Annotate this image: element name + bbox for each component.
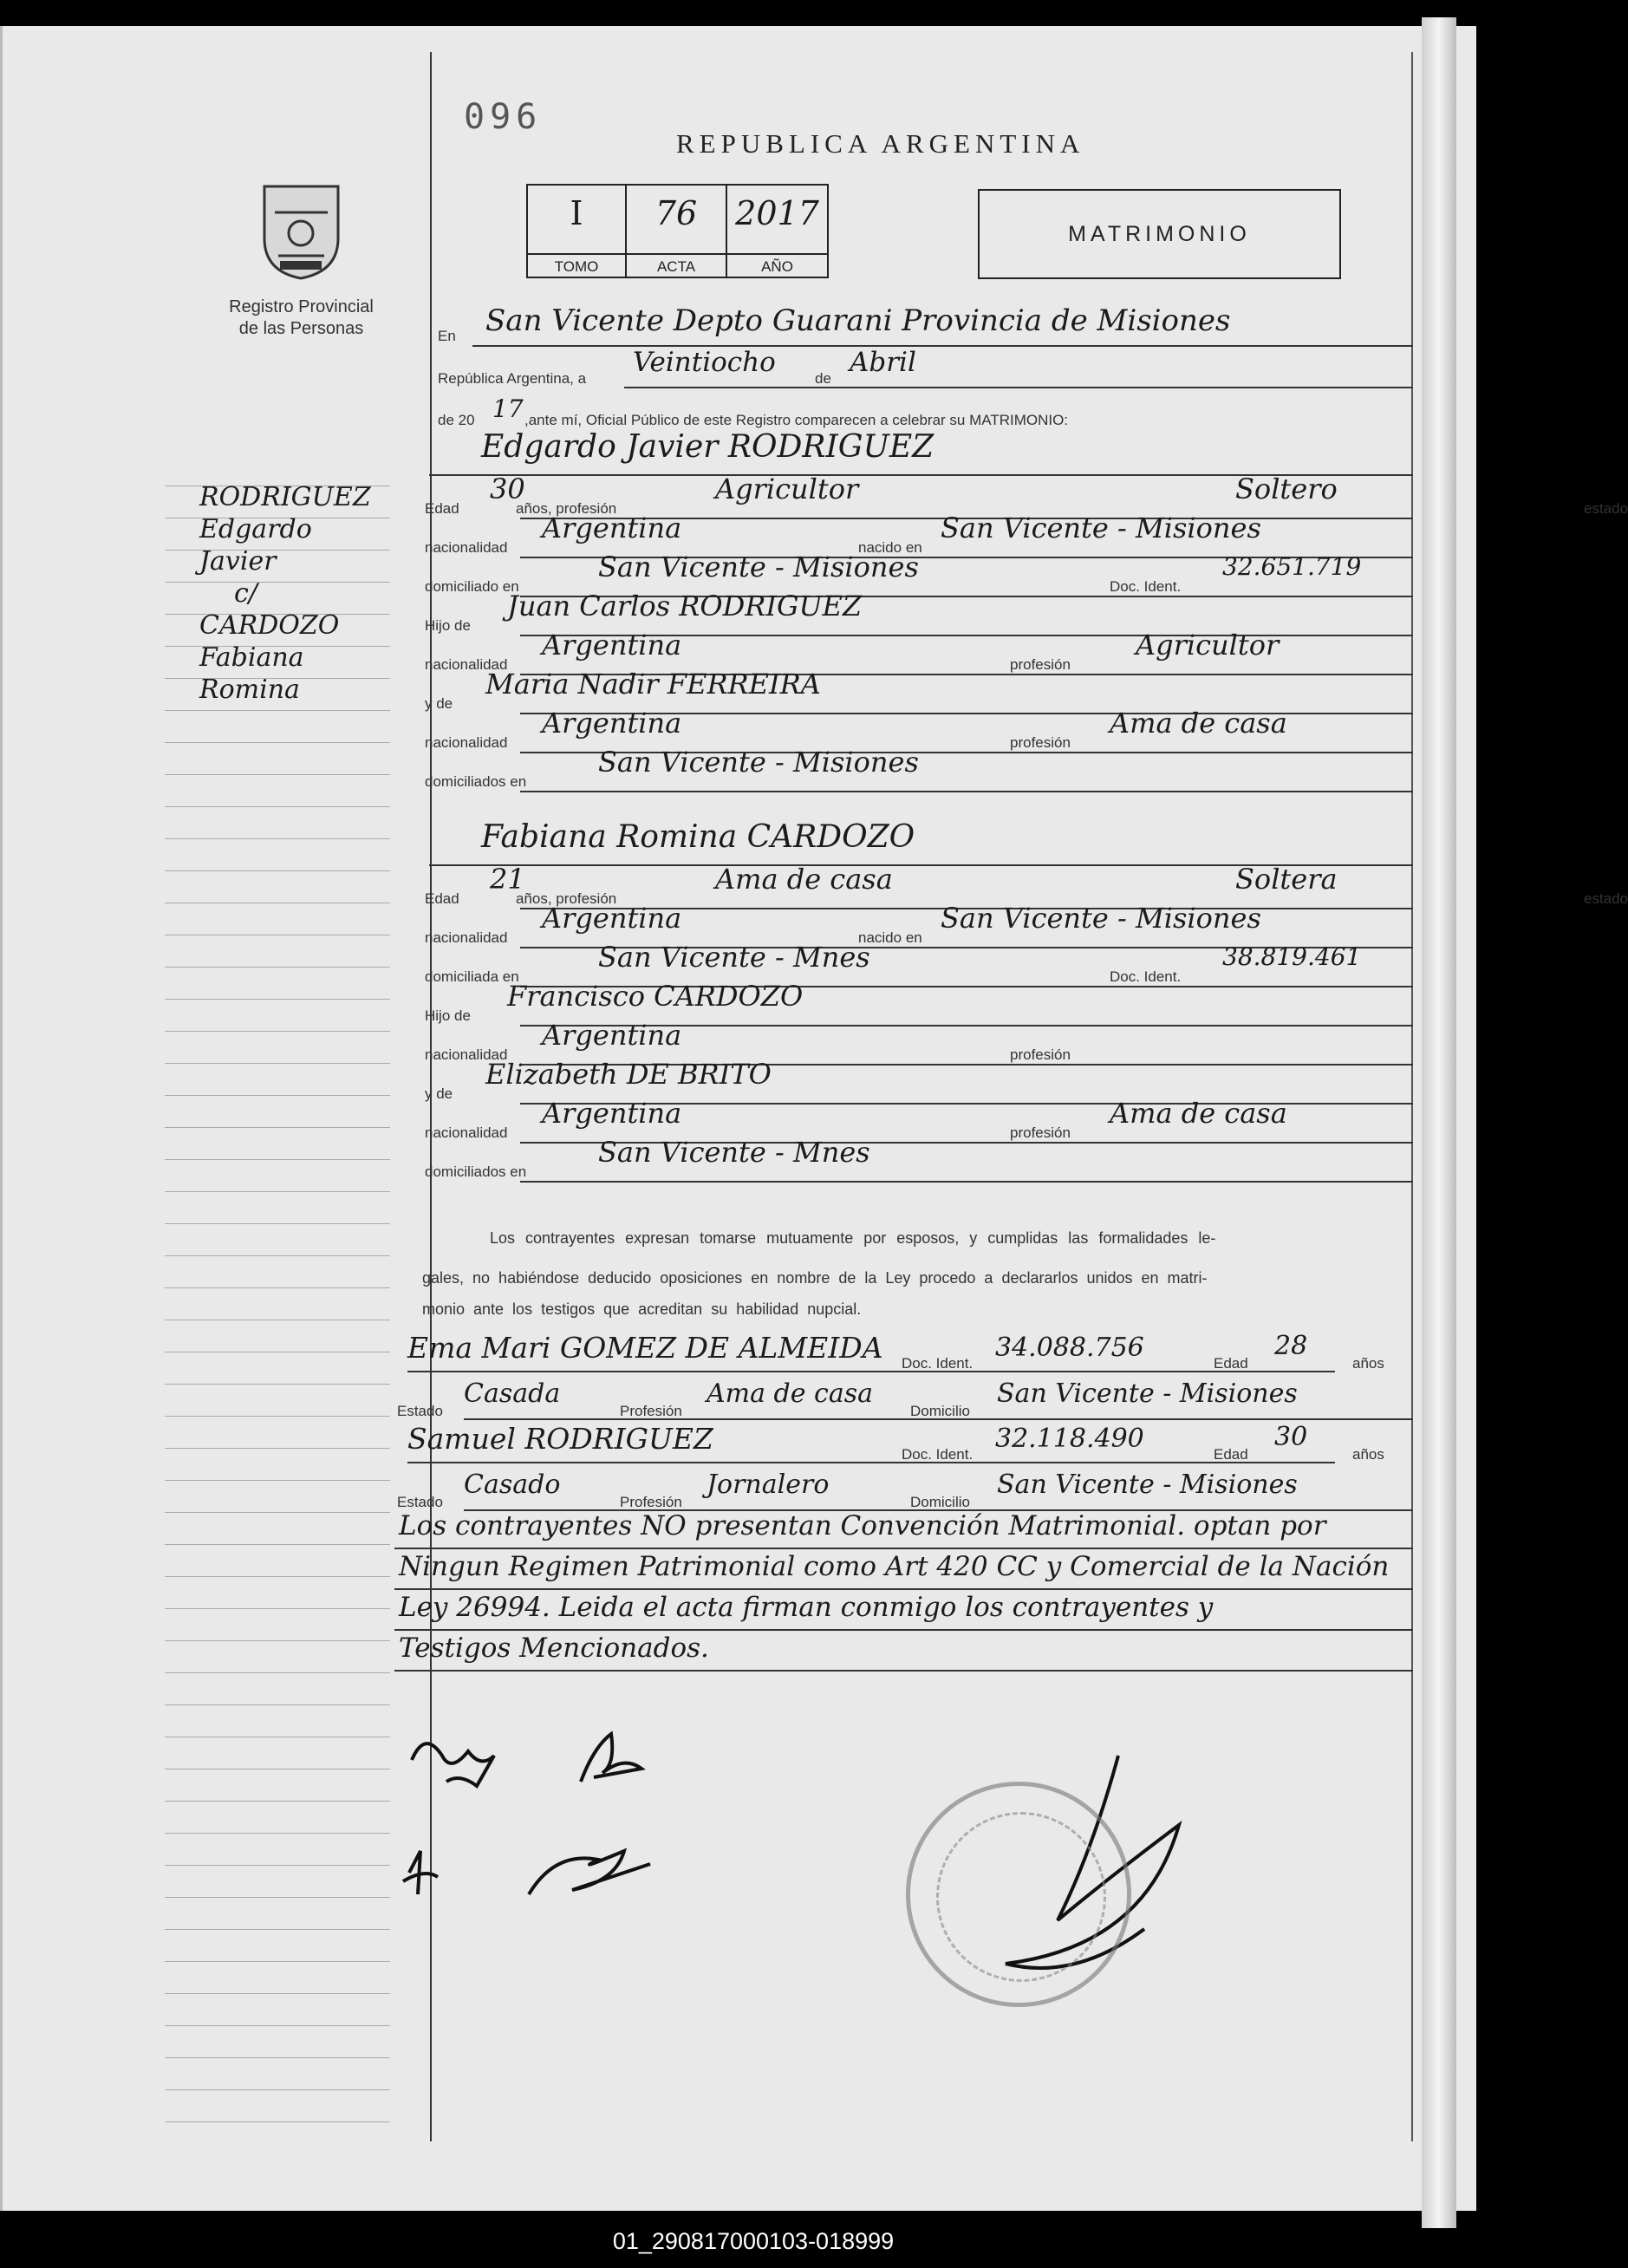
witness-name: Ema Mari GOMEZ DE ALMEIDA — [407, 1331, 883, 1365]
mother-name: Maria Nadir FERREIRA — [485, 668, 821, 701]
registry-line-2: de las Personas — [238, 319, 364, 338]
declaration-line-2: gales, no habiéndose deducido oposiciones en nombre de la Ley procedo a declararlos unidos en matri- — [422, 1269, 1208, 1287]
mother-nationality: Argentina — [542, 707, 682, 740]
margin-rule — [165, 838, 390, 839]
place-value: San Vicente Depto Guarani Provincia de Misiones — [485, 303, 1231, 338]
father-profession: Agricultor — [1136, 629, 1280, 662]
field-label: Domicilio — [910, 1494, 970, 1510]
margin-rule — [165, 999, 390, 1000]
margin-rule — [165, 1544, 390, 1545]
id-number-value: 38.819.461 — [1222, 942, 1362, 971]
margin-rule — [165, 1608, 390, 1609]
margin-rule — [165, 1287, 390, 1288]
anio-value: 2017 — [735, 194, 819, 232]
domicile-value: San Vicente - Mnes — [598, 941, 870, 974]
field-label: Hijo de — [425, 617, 471, 634]
field-label: profesión — [1010, 734, 1071, 751]
margin-rule — [165, 1672, 390, 1673]
margin-rule — [165, 1448, 390, 1449]
field-label: Profesión — [620, 1403, 682, 1419]
nationality-value: Argentina — [542, 902, 682, 935]
father-nationality: Argentina — [542, 1019, 682, 1052]
field-label: Edad — [425, 500, 459, 517]
signatures-area — [399, 1721, 1352, 2007]
margin-rule — [165, 967, 390, 968]
field-underline — [464, 1418, 1413, 1420]
field-label: y de — [425, 695, 453, 712]
field-label: años, profesión — [516, 500, 617, 517]
note-underline — [394, 1548, 1413, 1549]
witness-profession: Jornalero — [707, 1470, 830, 1500]
margin-rule — [165, 1993, 390, 1994]
note-line: Ley 26994. Leida el acta firman conmigo los contrayentes y — [399, 1592, 1214, 1623]
field-label: Edad — [425, 890, 459, 907]
witness-marital-status: Casada — [464, 1378, 561, 1409]
margin-note-line: CARDOZO — [199, 610, 340, 641]
field-label: domiciliado en — [425, 578, 519, 595]
field-label: Domicilio — [910, 1403, 970, 1419]
field-label: nacionalidad — [425, 656, 508, 673]
domicile-value: San Vicente - Misiones — [598, 551, 919, 583]
margin-rule — [165, 1512, 390, 1513]
field-label: años, profesión — [516, 890, 617, 907]
field-label: Doc. Ident. — [1110, 578, 1182, 595]
witness-domicile: San Vicente - Misiones — [997, 1378, 1298, 1409]
margin-rule — [165, 1159, 390, 1160]
margin-rule — [165, 1833, 390, 1834]
record-type-box: MATRIMONIO — [978, 189, 1341, 279]
tomo-label: TOMO — [528, 253, 625, 278]
year-prefix: de 20 — [438, 412, 475, 428]
note-line: Los contrayentes NO presentan Convención Matrimonial. optan por — [399, 1510, 1326, 1541]
birthplace-value: San Vicente - Misiones — [941, 902, 1261, 935]
margin-rule — [165, 1801, 390, 1802]
field-label: Profesión — [620, 1494, 682, 1510]
registry-line-1: Registro Provincial — [229, 297, 374, 316]
margin-rule — [165, 2121, 390, 2122]
acta-label: ACTA — [627, 253, 726, 278]
day-value: Veintiocho — [633, 347, 776, 378]
field-label: nacionalidad — [425, 1124, 508, 1141]
field-label: Hijo de — [425, 1007, 471, 1024]
field-label: profesión — [1010, 1124, 1071, 1141]
province-logo — [256, 178, 347, 282]
margin-note-line: c/ — [234, 578, 257, 609]
field-label: profesión — [1010, 1046, 1071, 1063]
margin-rule — [165, 1865, 390, 1866]
mother-profession: Ama de casa — [1110, 1097, 1287, 1130]
margin-rule — [165, 806, 390, 807]
margin-rule — [165, 774, 390, 775]
field-label: nacido en — [858, 929, 922, 946]
margin-rule — [165, 1576, 390, 1577]
id-number-value: 32.651.719 — [1222, 552, 1362, 581]
declaration-line-3: monio ante los testigos que acreditan su habilidad nupcial. — [422, 1300, 862, 1318]
intro-text: ,ante mí, Oficial Público de este Registro comparecen a celebrar su MATRIMONIO: — [524, 412, 1069, 428]
margin-rule — [165, 2089, 390, 2090]
margin-rule — [165, 1640, 390, 1641]
margin-rule — [165, 582, 390, 583]
note-line: Ningun Regimen Patrimonial como Art 420 CC y Comercial de la Nación — [399, 1551, 1390, 1582]
field-label: Edad — [1214, 1446, 1248, 1463]
official-seal — [906, 1782, 1131, 2007]
mother-name: Elizabeth DE BRITO — [485, 1058, 772, 1091]
parents-domicile-value: San Vicente - Mnes — [598, 1136, 870, 1169]
field-label: nacionalidad — [425, 734, 508, 751]
margin-rule — [165, 1223, 390, 1224]
field-label: domiciliados en — [425, 1163, 527, 1180]
margin-rule — [165, 1929, 390, 1930]
anio-label: AÑO — [727, 253, 827, 278]
father-nationality: Argentina — [542, 629, 682, 662]
person-name: Edgardo Javier RODRIGUEZ — [481, 429, 934, 465]
age-value: 30 — [490, 472, 525, 505]
margin-note-line: RODRIGUEZ — [199, 482, 371, 512]
margin-rule — [165, 1897, 390, 1898]
note-underline — [394, 1588, 1413, 1590]
field-label: estado — [1584, 890, 1628, 907]
field-underline — [520, 1181, 1413, 1183]
declaration-line-1: Los contrayentes expresan tomarse mutuamente por esposos, y cumplidas las formalidades le- — [490, 1229, 1216, 1247]
field-label: años — [1352, 1355, 1384, 1372]
image-caption: 01_290817000103-018999 — [612, 2228, 895, 2254]
document-number: 096 — [464, 97, 543, 137]
note-line: Testigos Mencionados. — [399, 1633, 709, 1664]
margin-rule — [165, 1031, 390, 1032]
field-underline — [407, 1462, 1335, 1463]
mother-profession: Ama de casa — [1110, 707, 1287, 740]
witness-name: Samuel RODRIGUEZ — [407, 1422, 713, 1456]
note-underline — [394, 1670, 1413, 1672]
father-name: Francisco CARDOZO — [507, 980, 804, 1013]
field-underline — [407, 1371, 1335, 1372]
birthplace-value: San Vicente - Misiones — [941, 512, 1261, 544]
field-label: Doc. Ident. — [1110, 968, 1182, 985]
field-label: Doc. Ident. — [902, 1446, 974, 1463]
margin-rule — [165, 2057, 390, 2058]
marital-status-value: Soltero — [1235, 472, 1338, 505]
country-heading: REPUBLICA ARGENTINA — [676, 128, 1085, 159]
field-label: nacionalidad — [425, 539, 508, 556]
de-label: de — [815, 370, 831, 387]
profession-value: Ama de casa — [715, 863, 893, 896]
age-value: 21 — [490, 863, 525, 896]
field-label: años — [1352, 1446, 1384, 1463]
person-name: Fabiana Romina CARDOZO — [481, 819, 915, 855]
witness-id-number: 34.088.756 — [995, 1333, 1144, 1363]
month-value: Abril — [850, 347, 916, 378]
field-label: nacionalidad — [425, 929, 508, 946]
page-binding — [1422, 17, 1456, 2228]
field-label: nacido en — [858, 539, 922, 556]
margin-note-line: Javier — [199, 546, 277, 577]
nationality-value: Argentina — [542, 512, 682, 544]
witness-age: 28 — [1274, 1331, 1308, 1361]
field-label: Estado — [397, 1403, 443, 1419]
father-name: Juan Carlos RODRIGUEZ — [507, 590, 863, 622]
margin-note-line: Edgardo — [199, 514, 312, 544]
margin-rule — [165, 550, 390, 551]
margin-rule — [165, 1127, 390, 1128]
margin-rule — [165, 1704, 390, 1705]
field-label: domiciliada en — [425, 968, 519, 985]
witness-marital-status: Casado — [464, 1470, 561, 1500]
parents-domicile-value: San Vicente - Misiones — [598, 746, 919, 779]
en-label: En — [438, 328, 456, 344]
margin-rule — [165, 1063, 390, 1064]
right-border-line — [1411, 52, 1413, 2141]
field-label: y de — [425, 1085, 453, 1102]
field-label: profesión — [1010, 656, 1071, 673]
witness-domicile: San Vicente - Misiones — [997, 1470, 1298, 1500]
margin-rule — [165, 2025, 390, 2026]
margin-rule — [165, 1095, 390, 1096]
margin-rule — [165, 1384, 390, 1385]
margin-note-line: Fabiana — [199, 642, 304, 673]
profession-value: Agricultor — [715, 472, 859, 505]
field-label: nacionalidad — [425, 1046, 508, 1063]
margin-rule — [165, 1480, 390, 1481]
witness-age: 30 — [1274, 1422, 1308, 1452]
field-label: Doc. Ident. — [902, 1355, 974, 1372]
margin-rule — [165, 710, 390, 711]
republica-label: República Argentina, a — [438, 370, 587, 387]
margin-rule — [165, 1255, 390, 1256]
witness-id-number: 32.118.490 — [995, 1424, 1144, 1454]
field-label: domiciliados en — [425, 773, 527, 790]
witness-profession: Ama de casa — [707, 1378, 873, 1409]
margin-rule — [165, 742, 390, 743]
margin-rule — [165, 870, 390, 871]
acta-value: 76 — [654, 194, 698, 232]
field-underline — [520, 791, 1413, 792]
marital-status-value: Soltera — [1235, 863, 1338, 896]
margin-rule — [165, 1961, 390, 1962]
note-underline — [394, 1629, 1413, 1631]
field-label: estado — [1584, 500, 1628, 517]
margin-note-line: Romina — [199, 675, 300, 705]
field-label: Edad — [1214, 1355, 1248, 1372]
year-value: 17 — [492, 394, 524, 423]
margin-rule — [165, 1416, 390, 1417]
margin-rule — [165, 1191, 390, 1192]
field-label: Estado — [397, 1494, 443, 1510]
record-box — [526, 184, 829, 278]
tomo-value: I — [570, 194, 583, 232]
mother-nationality: Argentina — [542, 1097, 682, 1130]
registry-name — [199, 297, 403, 340]
